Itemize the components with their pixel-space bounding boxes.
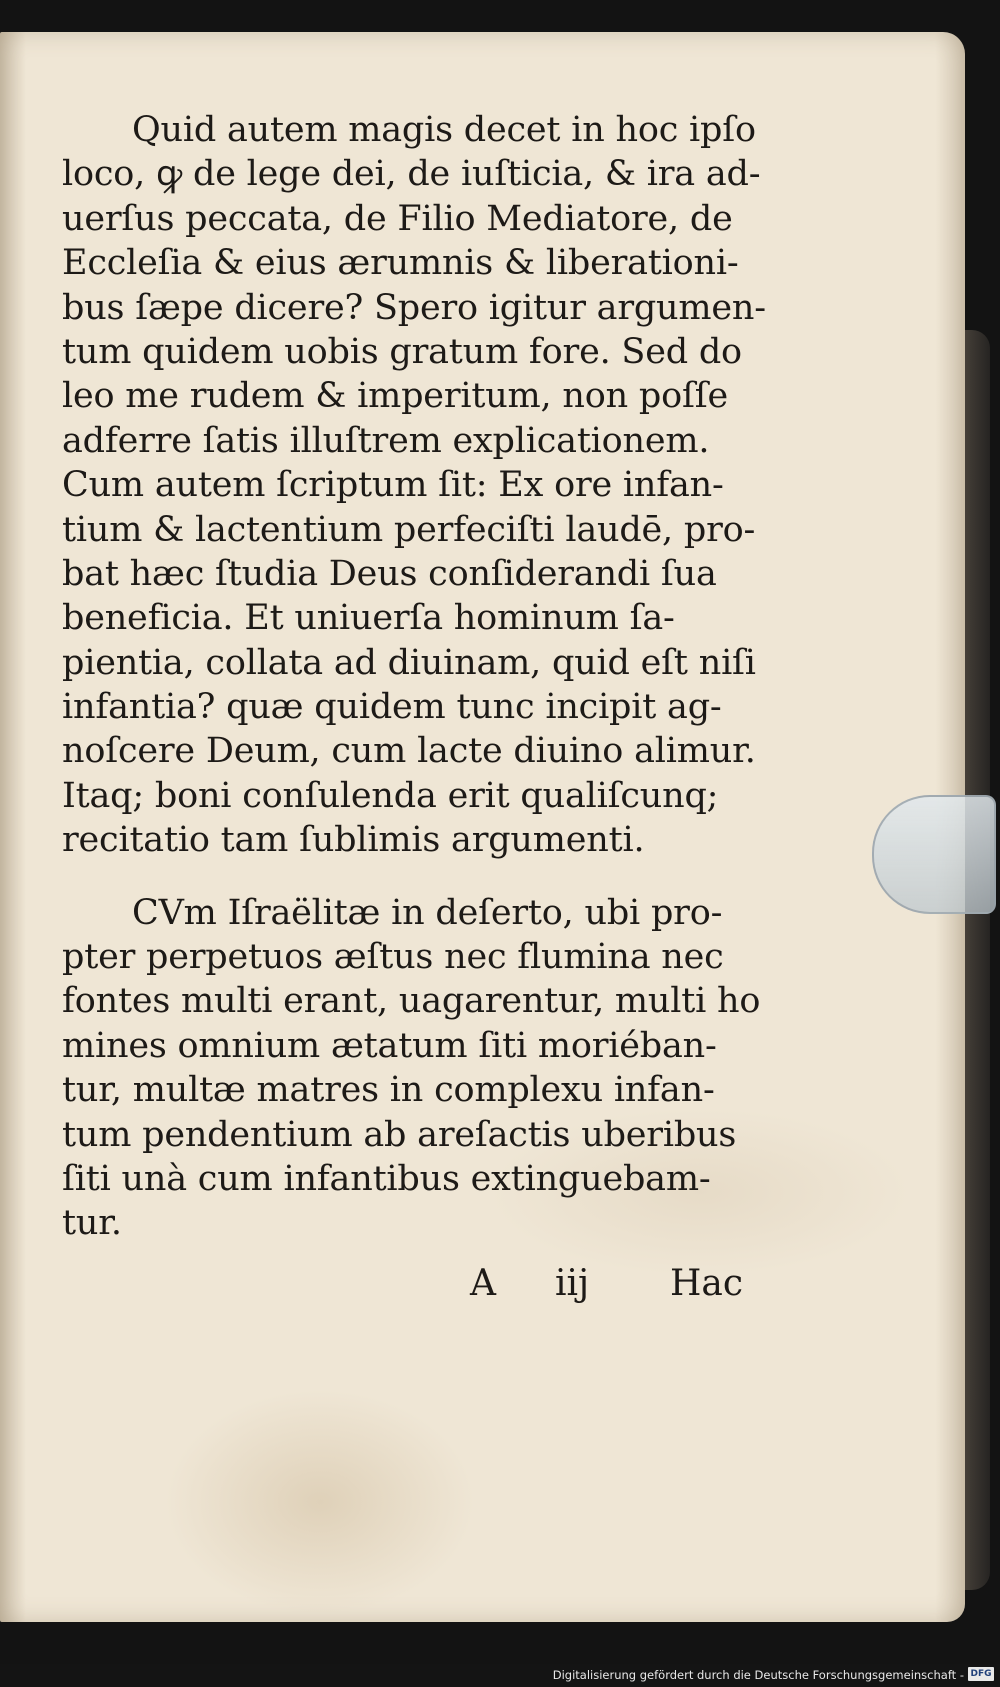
text-line: bat hæc ſtudia Deus conſiderandi ſua bbox=[62, 553, 717, 594]
text-line: bus ſæpe dicere? Spero igitur argumen- bbox=[62, 287, 766, 328]
page-text bbox=[62, 108, 792, 1246]
text-line: tur, multæ matres in complexu infan- bbox=[62, 1070, 715, 1111]
text-line: Quid autem magis decet in hoc ipſo bbox=[132, 110, 756, 150]
text-line: leo me rudem & imperitum, non poſſe bbox=[62, 376, 728, 417]
text-line: Cum autem ſcriptum ſit: Ex ore infan- bbox=[62, 465, 724, 506]
text-line: fontes multi erant, uagarentur, multi ho bbox=[62, 981, 761, 1022]
text-line: noſcere Deum, cum lacte diuino alimur. bbox=[62, 731, 756, 772]
signature-number: iij bbox=[555, 1263, 590, 1304]
text-line: mines omnium ætatum ſiti moriéban- bbox=[62, 1025, 717, 1066]
text-line: beneficia. Et uniuerſa hominum ſa- bbox=[62, 598, 675, 639]
text-line: CVm Iſraëlitæ in deſerto, ubi pro- bbox=[132, 892, 723, 933]
text-line: tur. bbox=[62, 1203, 122, 1244]
text-line: ſiti unà cum infantibus extinguebam- bbox=[62, 1158, 711, 1199]
text-line: pter perpetuos æſtus nec flumina nec bbox=[62, 937, 724, 978]
text-line: recitatio tam ſublimis argumenti. bbox=[62, 820, 645, 861]
text-line: Itaq; boni conſulenda erit qualiſcunq; bbox=[62, 775, 719, 816]
catchword: Hac bbox=[670, 1263, 744, 1304]
page-clip bbox=[872, 795, 996, 914]
dfg-logo-icon: DFG bbox=[968, 1667, 994, 1681]
paragraph-gap bbox=[62, 863, 792, 891]
text-line: adferre ſatis illuſtrem explicationem. bbox=[62, 420, 710, 461]
funding-credit: Digitalisierung gefördert durch die Deutsche Forschungsgemeinschaft - bbox=[552, 1668, 964, 1682]
text-line: tum quidem uobis gratum fore. Sed do bbox=[62, 331, 742, 372]
signature-mark: A bbox=[470, 1263, 496, 1304]
text-line: tum pendentium ab areſactis uberibus bbox=[62, 1114, 737, 1155]
text-line: tium & lactentium perfeciſti laudē, pro- bbox=[62, 509, 756, 550]
text-line: uerſus peccata, de Filio Mediatore, de bbox=[62, 198, 733, 239]
text-line: Eccleſia & eius ærumnis & liberationi- bbox=[62, 243, 739, 284]
text-line: loco, ꝙ de lege dei, de iuſticia, & ira ad- bbox=[62, 154, 761, 195]
text-line: pientia, collata ad diuinam, quid eſt niſi bbox=[62, 642, 756, 683]
text-line: infantia? quæ quidem tunc incipit ag- bbox=[62, 687, 722, 728]
